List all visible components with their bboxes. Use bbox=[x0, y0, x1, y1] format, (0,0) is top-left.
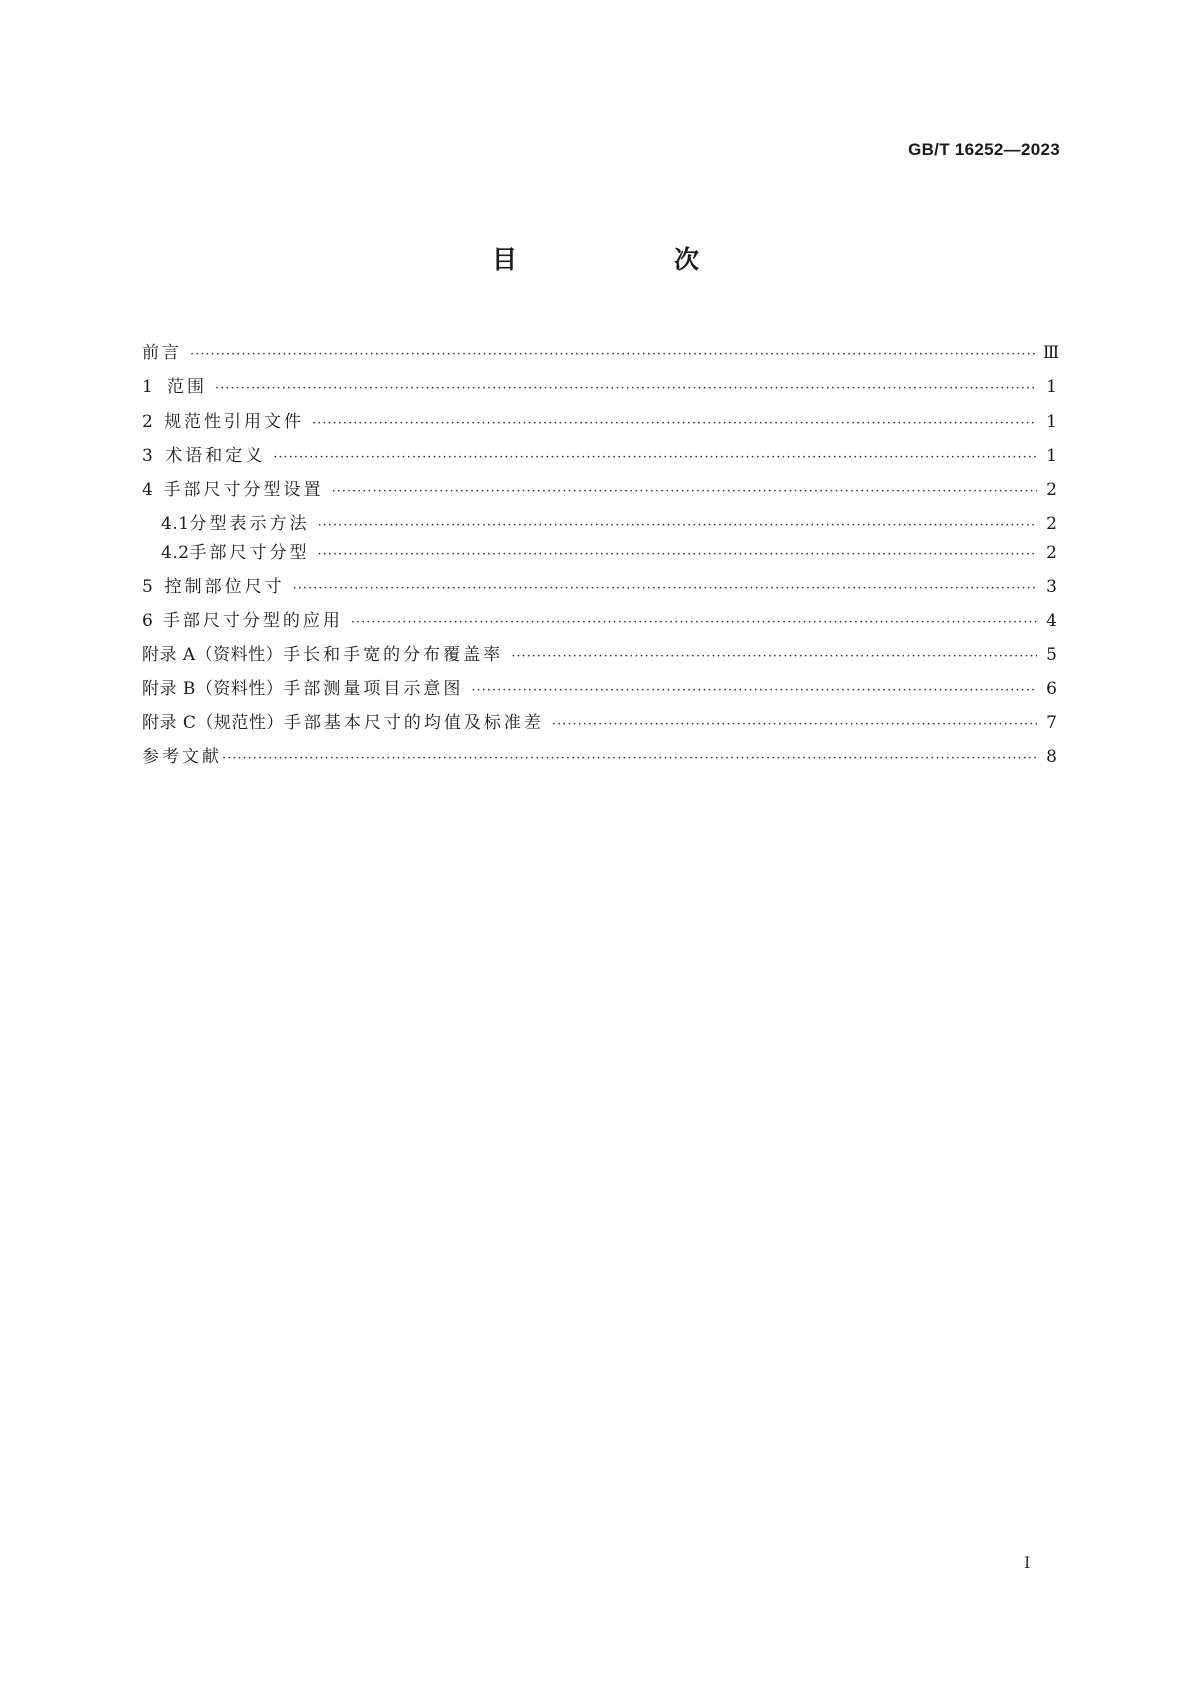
toc-entry-text: 分型表示方法 bbox=[189, 514, 310, 534]
toc-entry-page: 5 bbox=[1046, 645, 1057, 665]
toc-leader-dots bbox=[511, 646, 1037, 668]
toc-entry-text: 范围 bbox=[167, 377, 208, 397]
toc-leader-dots bbox=[312, 413, 1037, 435]
toc-entry-text: 参考文献 bbox=[142, 747, 222, 767]
toc-entry-page: 2 bbox=[1046, 480, 1057, 500]
toc-entry-page: 1 bbox=[1046, 446, 1057, 466]
toc-entry-number: 附录 C（规范性） bbox=[142, 713, 284, 733]
toc-entry-number: 1 bbox=[142, 377, 154, 397]
toc-entry-number: 5 bbox=[142, 577, 154, 597]
toc-entry-text: 前言 bbox=[142, 343, 182, 363]
toc-leader-dots bbox=[190, 344, 1037, 366]
toc-entry-normative-references[interactable] bbox=[142, 411, 1057, 435]
toc-leader-dots bbox=[318, 515, 1037, 537]
toc-entry-text: 规范性引用文件 bbox=[164, 412, 305, 432]
toc-entry-number: 6 bbox=[142, 611, 154, 631]
page-title: 目 次 bbox=[491, 245, 765, 274]
toc-entry-number: 附录 A（资料性） bbox=[142, 645, 284, 665]
toc-entry-terms-definitions[interactable] bbox=[142, 445, 1057, 469]
toc-entry-number: 3 bbox=[142, 446, 154, 466]
toc-entry-bibliography[interactable] bbox=[142, 746, 1057, 770]
toc-entry-page: Ⅲ bbox=[1042, 343, 1060, 363]
toc-entry-page: 3 bbox=[1046, 577, 1057, 597]
toc-entry-page: 2 bbox=[1046, 543, 1057, 563]
toc-leader-dots bbox=[552, 714, 1037, 736]
toc-leader-dots bbox=[351, 612, 1037, 634]
toc-entry-annex-b[interactable] bbox=[142, 678, 1057, 702]
toc-entry-annex-c[interactable] bbox=[142, 712, 1057, 736]
toc-entry-page: 4 bbox=[1046, 611, 1057, 631]
toc-entry-text: 手部尺寸分型的应用 bbox=[162, 611, 343, 631]
page-number: Ⅰ bbox=[1024, 1553, 1031, 1572]
toc-entry-text: 手部尺寸分型设置 bbox=[163, 480, 324, 500]
toc-leader-dots bbox=[318, 544, 1037, 566]
toc-entry-number: 4.1 bbox=[161, 514, 190, 534]
toc-entry-text: 手部基本尺寸的均值及标准差 bbox=[283, 713, 544, 733]
toc-entry-text: 术语和定义 bbox=[165, 446, 266, 466]
toc-entry-number: 4.2 bbox=[161, 543, 190, 563]
toc-leader-dots bbox=[331, 481, 1037, 503]
toc-entry-page: 1 bbox=[1046, 412, 1057, 432]
toc-leader-dots bbox=[471, 680, 1037, 702]
toc-entry-text: 控制部位尺寸 bbox=[164, 577, 285, 597]
toc-entry-page: 1 bbox=[1046, 377, 1057, 397]
toc-entry-application[interactable] bbox=[142, 610, 1057, 634]
toc-entry-scope[interactable] bbox=[142, 376, 1057, 400]
toc-entry-page: 8 bbox=[1046, 747, 1057, 767]
toc-leader-dots bbox=[293, 578, 1037, 600]
standard-code: GB/T 16252—2023 bbox=[908, 140, 1060, 159]
toc-entry-classification-method[interactable] bbox=[161, 513, 1057, 537]
toc-entry-text: 手部尺寸分型 bbox=[189, 543, 310, 563]
toc-entry-text: 手长和手宽的分布覆盖率 bbox=[283, 645, 504, 665]
toc-entry-foreword[interactable] bbox=[142, 342, 1060, 366]
toc-entry-page: 2 bbox=[1046, 514, 1057, 534]
toc-entry-page: 6 bbox=[1046, 679, 1057, 699]
toc-entry-size-classification[interactable] bbox=[142, 479, 1057, 503]
toc-entry-number: 附录 B（资料性） bbox=[142, 679, 284, 699]
toc-entry-number: 2 bbox=[142, 412, 154, 432]
toc-leader-dots bbox=[215, 378, 1037, 400]
toc-entry-text: 手部测量项目示意图 bbox=[283, 679, 464, 699]
toc-entry-control-dimensions[interactable] bbox=[142, 576, 1057, 600]
toc-leader-dots bbox=[273, 447, 1037, 469]
toc-entry-number: 4 bbox=[142, 480, 154, 500]
toc-leader-dots bbox=[222, 748, 1037, 770]
toc-entry-page: 7 bbox=[1046, 713, 1057, 733]
toc-entry-annex-a[interactable] bbox=[142, 644, 1057, 668]
toc-entry-hand-size-types[interactable] bbox=[161, 542, 1057, 566]
